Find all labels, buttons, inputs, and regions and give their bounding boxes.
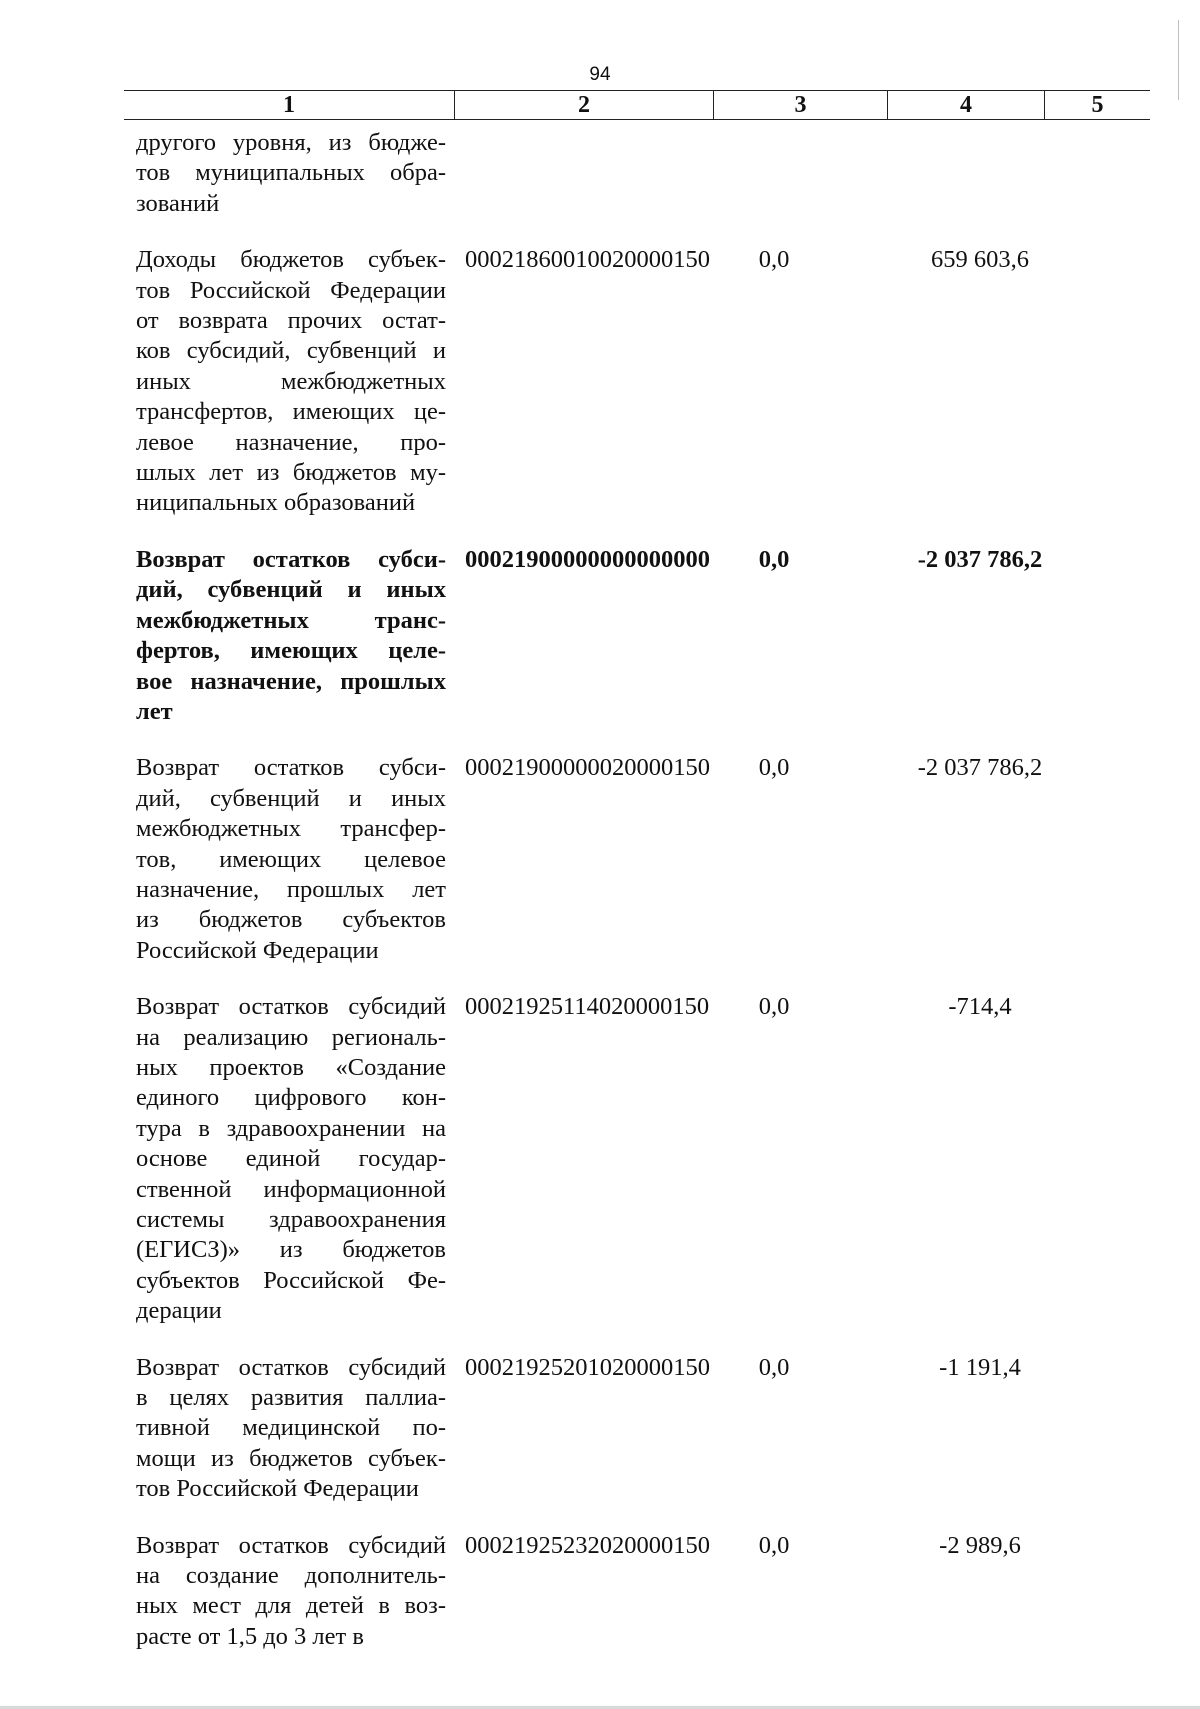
- row-value-col4: -2 037 786,2: [917, 754, 1043, 782]
- row-description: [136, 1531, 446, 1653]
- description-line: лет: [136, 697, 173, 725]
- row-code: 00021860010020000150: [465, 246, 710, 274]
- description-line: системы здравоохранения: [136, 1206, 446, 1233]
- description-line: тов Российской Федерации: [136, 1475, 419, 1503]
- row-code: 00021925114020000150: [465, 993, 710, 1021]
- description-line: Возврат остатков субсидий: [136, 993, 446, 1021]
- description-line: на реализацию региональ-: [136, 1023, 446, 1051]
- description-line: ков субсидий, субвенций и: [136, 337, 446, 365]
- description-line: тов, имеющих целевое: [136, 845, 446, 873]
- row-value-col4: -714,4: [948, 993, 1012, 1021]
- description-line: тура в здравоохранении на: [136, 1114, 446, 1142]
- row-value-col3: 0,0: [758, 246, 790, 274]
- page-number: 94: [589, 64, 611, 85]
- description-line: единого цифрового кон-: [136, 1084, 446, 1112]
- header-col-2: 2: [454, 91, 713, 119]
- row-value-col3: 0,0: [758, 545, 790, 573]
- description-line: (ЕГИСЗ)» из бюджетов: [136, 1236, 446, 1264]
- description-line: Возврат остатков субсидий: [136, 1353, 446, 1381]
- description-line: тивной медицинской по-: [136, 1414, 446, 1442]
- description-line: субъектов Российской Фе-: [136, 1266, 446, 1294]
- table-header: [124, 90, 1150, 120]
- row-code: 00021925232020000150: [465, 1531, 710, 1559]
- description-line: дий, субвенций и иных: [136, 576, 446, 604]
- description-line: межбюджетных трансфер-: [136, 815, 446, 843]
- description-line: на создание дополнитель-: [136, 1562, 446, 1590]
- description-line: основе единой государ-: [136, 1145, 446, 1173]
- description-line: тов муниципальных обра-: [136, 159, 446, 187]
- description-line: левое назначение, про-: [136, 428, 446, 456]
- row-description: [136, 128, 446, 219]
- description-line: от возврата прочих остат-: [136, 307, 446, 335]
- table-row: [0, 1531, 1200, 1653]
- row-value-col3: 0,0: [758, 754, 790, 782]
- table-row: [0, 992, 1200, 1326]
- table-row: [0, 545, 1200, 727]
- description-line: Возврат остатков субси-: [136, 754, 446, 782]
- table-row: [0, 753, 1200, 966]
- description-line: межбюджетных транс-: [136, 606, 446, 634]
- row-value-col4: -1 191,4: [939, 1353, 1021, 1381]
- description-line: ных проектов «Создание: [136, 1053, 446, 1081]
- row-description: [136, 245, 446, 519]
- description-line: дерации: [136, 1297, 222, 1325]
- header-col-5: 5: [1044, 91, 1150, 119]
- table-body: [0, 128, 1200, 1678]
- table-row: [0, 245, 1200, 519]
- description-line: мощи из бюджетов субъек-: [136, 1444, 446, 1472]
- description-line: ниципальных образований: [136, 489, 416, 517]
- row-code: 00021900000020000150: [465, 754, 710, 782]
- row-value-col3: 0,0: [758, 1531, 790, 1559]
- row-description: [136, 545, 446, 727]
- row-description: [136, 992, 446, 1326]
- description-line: Возврат остатков субси-: [136, 545, 446, 573]
- description-line: назначение, прошлых лет: [136, 875, 446, 903]
- description-line: трансфертов, имеющих це-: [136, 398, 446, 426]
- row-value-col3: 0,0: [758, 1353, 790, 1381]
- row-description: [136, 1353, 446, 1505]
- row-value-col4: -2 989,6: [939, 1531, 1021, 1559]
- row-value-col3: 0,0: [758, 993, 790, 1021]
- description-line: вое назначение, прошлых: [136, 667, 446, 695]
- description-line: Доходы бюджетов субъек-: [136, 246, 446, 274]
- scan-artifact: [1178, 20, 1179, 100]
- row-value-col4: 659 603,6: [931, 246, 1029, 274]
- description-line: другого уровня, из бюдже-: [136, 129, 446, 156]
- description-line: расте от 1,5 до 3 лет в: [136, 1622, 364, 1650]
- description-line: ных мест для детей в воз-: [136, 1592, 446, 1620]
- description-line: Возврат остатков субсидий: [136, 1531, 446, 1559]
- description-line: шлых лет из бюджетов му-: [136, 459, 446, 487]
- description-line: иных межбюджетных: [136, 367, 446, 395]
- row-value-col4: -2 037 786,2: [917, 545, 1043, 573]
- description-line: зований: [136, 189, 220, 217]
- row-description: [136, 753, 446, 966]
- table-row: [0, 128, 1200, 219]
- description-line: фертов, имеющих целе-: [136, 637, 446, 665]
- row-code: 00021900000000000000: [465, 545, 710, 573]
- header-col-3: 3: [713, 91, 887, 119]
- description-line: ственной информационной: [136, 1175, 446, 1203]
- description-line: Российской Федерации: [136, 936, 379, 964]
- description-line: тов Российской Федерации: [136, 276, 446, 304]
- header-col-4: 4: [887, 91, 1044, 119]
- description-line: из бюджетов субъектов: [136, 906, 446, 934]
- header-col-1: 1: [283, 91, 295, 118]
- row-code: 00021925201020000150: [465, 1353, 710, 1381]
- table-row: [0, 1353, 1200, 1505]
- description-line: в целях развития паллиа-: [136, 1384, 446, 1412]
- description-line: дий, субвенций и иных: [136, 784, 446, 812]
